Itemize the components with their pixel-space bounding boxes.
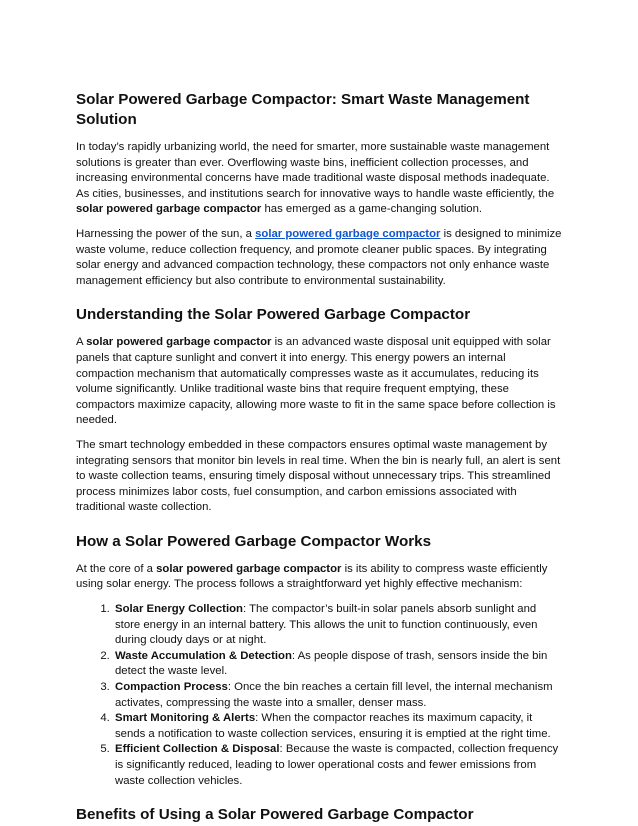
intro-p1-keyword: solar powered garbage compactor [76, 203, 262, 216]
document-title: Solar Powered Garbage Compactor: Smart Waste Management Solution [76, 91, 530, 128]
step-title: Waste Accumulation & Detection [115, 649, 292, 662]
step-title: Solar Energy Collection [115, 603, 243, 616]
list-item [113, 711, 564, 742]
intro-p1-text-a: In today’s rapidly urbanizing world, the need for smarter, more sustainable waste management solutions is greater than ever. Overflowing waste bins, inefficient collection processes, and increasing environmental concerns have made traditional waste disposal methods inadequate. As cities, businesses, and institutions search for innovative ways to handle waste efficiently, the [76, 141, 555, 200]
step-text: : Because the waste is compacted, collection frequency is significantly reduced, leading to lower operational costs and fewer emissions from waste collection vehicles. [115, 743, 559, 787]
how-p1-text-b: is its ability to compress waste efficiently using solar energy. The process follows a straightforward yet highly effective mechanism: [76, 562, 548, 591]
step-text: : The compactor’s built-in solar panels absorb sunlight and store energy in an internal battery. This allows the unit to function continuously, even during cloudy days or at night. [115, 603, 538, 647]
list-item [113, 649, 564, 680]
how-it-works-paragraph [76, 562, 564, 593]
section-heading-benefits: Benefits of Using a Solar Powered Garbage Compactor [76, 806, 474, 824]
process-steps-list [76, 602, 564, 789]
step-title: Efficient Collection & Disposal [115, 743, 280, 756]
intro-paragraph-1 [76, 140, 564, 218]
document-body [76, 90, 564, 825]
understanding-p1-keyword: solar powered garbage compactor [86, 336, 272, 349]
step-text: : As people dispose of trash, sensors inside the bin detect the waste level. [115, 649, 548, 678]
how-p1-keyword: solar powered garbage compactor [156, 562, 342, 575]
step-text: : When the compactor reaches its maximum capacity, it sends a notification to waste collection services, ensuring it is emptied at the right time. [115, 712, 551, 740]
understanding-paragraph-1 [76, 335, 564, 429]
intro-p2-text-b: is designed to minimize waste volume, reduce collection frequency, and promote cleaner public spaces. By integrating solar energy and advanced compaction technology, these compactors not only enhance waste management efficiency but also contribute to environmental sustainability. [76, 227, 562, 287]
solar-compactor-link[interactable]: solar powered garbage compactor [255, 227, 441, 240]
understanding-p1-text-b: is an advanced waste disposal unit equipped with solar panels that capture sunlight and convert it into energy. This energy powers an internal compaction mechanism that automatically compresses waste as it accumulates, reducing its volume significantly. Unlike traditional waste bins that require frequent emptying, these compactors maximize capacity, allowing more waste to fit in the same space before collection is needed. [76, 336, 556, 427]
understanding-paragraph-2: The smart technology embedded in these compactors ensures optimal waste management by integrating sensors that monitor bin levels in real time. When the bin is nearly full, an alert is sent to waste collection teams, ensuring timely disposal without unnecessary trips. This streamlined process minimizes labor costs, fuel consumption, and carbon emissions associated with traditional waste collection. [76, 438, 561, 514]
list-item [113, 602, 564, 649]
step-title: Compaction Process [115, 681, 228, 694]
list-item [113, 680, 564, 711]
intro-paragraph-2 [76, 227, 564, 289]
step-text: : Once the bin reaches a certain fill level, the internal mechanism activates, compressing the waste into a smaller, denser mass. [115, 681, 553, 709]
section-heading-how-it-works: How a Solar Powered Garbage Compactor Works [76, 532, 432, 550]
intro-p1-text-b: has emerged as a game-changing solution. [261, 203, 483, 216]
list-item [113, 742, 564, 789]
how-p1-text-a: At the core of a [76, 562, 157, 575]
step-title: Smart Monitoring & Alerts [115, 712, 256, 725]
section-heading-understanding: Understanding the Solar Powered Garbage Compactor [76, 306, 471, 324]
intro-p2-text-a: Harnessing the power of the sun, a [76, 227, 256, 240]
understanding-p1-text-a: A [76, 336, 87, 349]
